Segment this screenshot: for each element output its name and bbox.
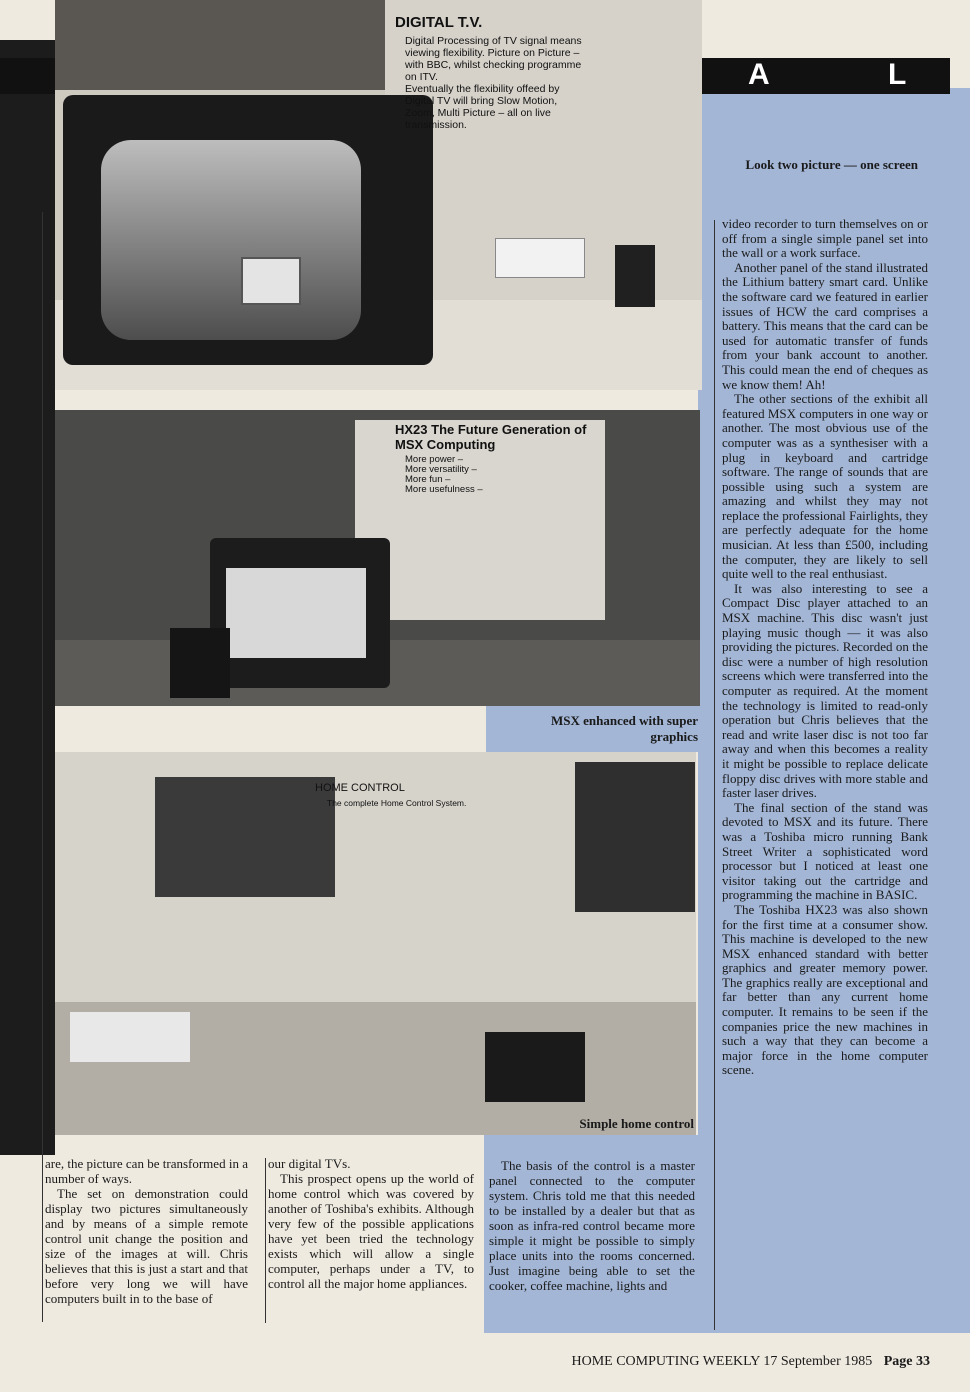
sign-line: More usefulness – <box>405 484 483 495</box>
caption-msx-line-1: MSX enhanced with super <box>551 713 698 728</box>
paragraph: It was also interesting to see a Compact Disc player attached to an MSX machine. This disc wasn't just playing music though — it was also providing the pictures. Recorded on the disc were a number of high resolution screens which were transferred into the computer as required. At the moment the technology is limited to read-only operation but Chris believes that the read and write laser disc is not too far away and when this becomes a reality it might be possible to replace delicate floppy disc drives with more stable and faster laser drives. <box>722 580 928 801</box>
paragraph: The basis of the control is a master panel connected to the computer system. Chris told me that this needed to be installed by a dealer but that as soon as infra-red control became more simple it might be possible to simply place units into the rooms concerned. Just imagine being able to set the cooker, coffee machine, lights and <box>489 1158 695 1293</box>
digital-tv-sign <box>395 14 615 131</box>
telephone <box>485 1032 585 1102</box>
digital-tv-photo <box>55 0 702 390</box>
paragraph: Another panel of the stand illustrated the Lithium battery smart card. Unlike the software card we featured in earlier issues of HCW the card comprises a battery. This means that the card can be used for automatic transfer of funds from your bank account to another. This could mean the end of cheques as we know them! Ah! <box>722 259 928 392</box>
text-column-2 <box>268 1156 474 1291</box>
tv-screen <box>101 140 361 340</box>
home-sign-sub: The complete Home Control System. <box>327 798 467 808</box>
paragraph: video recorder to turn themselves on or off from a single simple panel set into the wall or a work surface. <box>722 216 928 261</box>
text-column-1 <box>45 1156 248 1306</box>
paragraph: The final section of the stand was devoted to MSX and its future. There was a Toshiba micro running Bank Street Writer a sophisticated word processor but I noticed at least one visitor taking out the cartridge and programming the machine in BASIC. <box>722 799 928 903</box>
banner-stripe <box>0 58 55 94</box>
caption-msx-line-2: graphics <box>650 729 698 744</box>
home-sign-title: HOME CONTROL <box>315 782 405 794</box>
control-panel <box>155 777 335 897</box>
msx-sign-title-1: HX23 The Future Generation of <box>395 422 587 437</box>
text-column-3 <box>489 1158 695 1293</box>
publication-name: HOME COMPUTING WEEKLY 17 September 1985 <box>571 1354 873 1369</box>
sign-line: Eventually the flexibility offeed by <box>405 83 560 95</box>
sign-line: More fun – <box>405 474 451 485</box>
page-number: Page 33 <box>883 1354 930 1369</box>
caption-home-control: Simple home control <box>579 1116 694 1131</box>
sign-line: Digital Processing of TV signal means <box>405 35 582 47</box>
paragraph: The Toshiba HX23 was also shown for the first time at a consumer show. This machine is developed to the new MSX enhanced standard with better graphics and greater memory power. The graphics really are exceptional and far better than any current home computer. It remains to be seen if the companies price the new machines in such a way that they can become a major force in the home computer scene. <box>722 901 928 1078</box>
sign-line: viewing flexibility. Picture on Picture – <box>405 47 580 59</box>
home-control-photo <box>55 752 696 1135</box>
sign-line: More power – <box>405 454 464 465</box>
msx-sign-title-2: MSX Computing <box>395 437 496 452</box>
paragraph: our digital TVs. <box>268 1156 351 1171</box>
msx-keyboard <box>170 628 230 698</box>
sign-line: transmission. <box>405 119 467 131</box>
sign-line: on ITV. <box>405 71 438 83</box>
sign-line: with BBC, whilst checking programme <box>405 59 582 71</box>
right-panel <box>575 762 695 912</box>
home-control-sign <box>315 782 515 808</box>
heading-letter-a: A <box>748 58 770 91</box>
sign-line: Zoom, Multi Picture – all on live <box>405 107 551 119</box>
sign-title: DIGITAL T.V. <box>395 14 483 31</box>
pip-window <box>241 257 301 305</box>
paragraph: This prospect opens up the world of home control which was covered by another of Toshiba's exhibits. Although very few of the possible applications have yet been tried the technology exists which will allow a single computer, perhaps under a TV, to control all the major home appliances. <box>268 1171 474 1291</box>
tv-set <box>63 95 433 365</box>
wall-socket <box>495 238 585 278</box>
heading-banner <box>700 58 950 94</box>
paragraph: are, the picture can be transformed in a number of ways. <box>45 1156 248 1186</box>
sign-line: Digital TV will bring Slow Motion, <box>405 95 558 107</box>
text-column-4 <box>722 217 928 1078</box>
msx-screen <box>226 568 366 658</box>
heading-letter-l: L <box>888 58 907 91</box>
column-rule <box>42 212 43 1322</box>
paragraph: The other sections of the exhibit all featured MSX computers in one way or another. The most obvious use of the computer was as a synthesiser with a plug in keyboard and cartridge software. The range of sounds that are possible using such a system are amazing and whilst they may not replace the professional Fairlights, they are perfectly adequate for the home musician. At less than £500, including the computer, they are likely to sell quite well to the real enthusiast. <box>722 391 928 582</box>
remote-panel <box>615 245 655 307</box>
msx-photo <box>55 410 700 706</box>
sign-line: More versatility – <box>405 464 477 475</box>
msx-sign <box>395 422 645 495</box>
caption-msx <box>488 713 698 745</box>
column-rule <box>265 1158 266 1323</box>
paragraph: The set on demonstration could display two pictures simultaneously and by means of a simple remote control unit change the position and size of the images at will. Chris believes that this is just a start and that before very long we will have computers built in to the base of <box>45 1186 248 1306</box>
device-box <box>70 1012 190 1062</box>
caption-digital-tv: Look two picture — one screen <box>745 157 918 172</box>
column-rule <box>714 220 715 1330</box>
msx-monitor <box>210 538 390 688</box>
page-footer <box>540 1354 930 1370</box>
left-dark-margin <box>0 40 55 1155</box>
